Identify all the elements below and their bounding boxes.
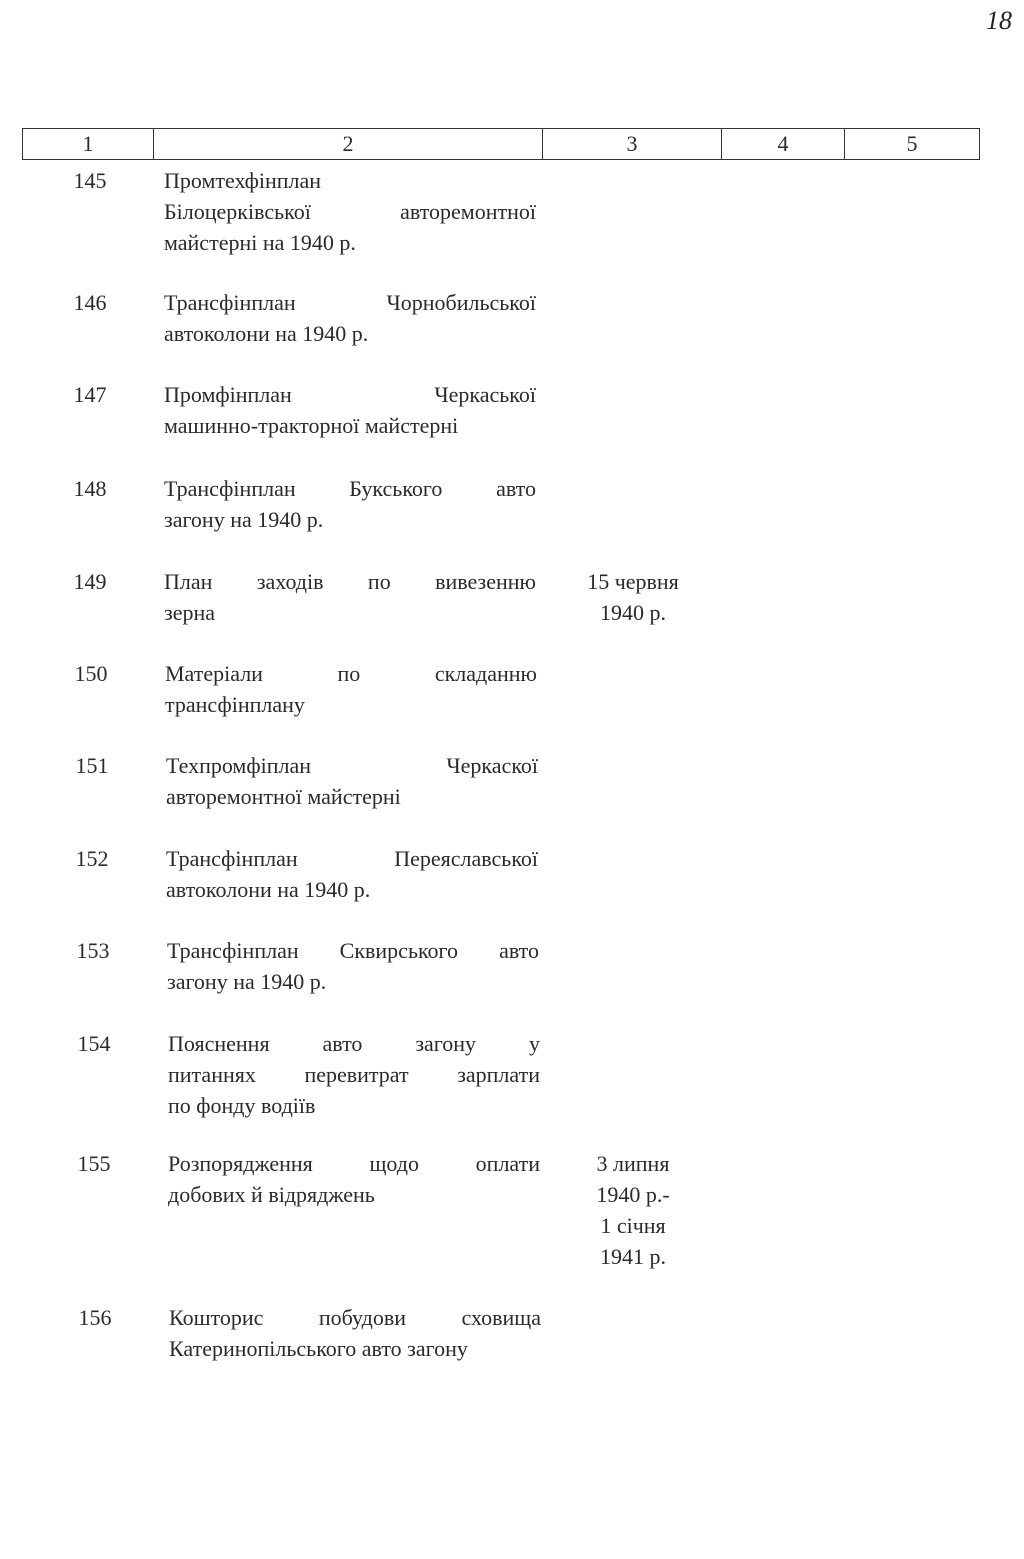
item-title-line: Техпромфіплан Черкаскої [166, 753, 538, 778]
header-col-4: 4 [722, 129, 845, 160]
handwritten-page-number: 18 [986, 6, 1012, 35]
header-col-3: 3 [543, 129, 722, 160]
item-title-line: Промфінплан Черкаської [164, 382, 536, 407]
item-date-line: 3 липня [596, 1151, 670, 1176]
item-title-line: питаннях перевитрат зарплати [168, 1062, 540, 1087]
item-title-line: трансфінплану [165, 692, 305, 717]
item-title [168, 1148, 540, 1210]
column-number-header [22, 128, 980, 160]
item-title-line: Білоцерківської авторемонтної [164, 199, 536, 224]
item-title [167, 935, 539, 997]
item-date-line: 1940 р.- [596, 1182, 670, 1207]
item-number: 150 [74, 661, 108, 686]
item-date-line: 1 січня [600, 1213, 666, 1238]
item-title [164, 379, 536, 441]
header-col-2: 2 [154, 129, 543, 160]
item-title-line: Трансфінплан Сквирського авто [167, 938, 539, 963]
item-title [164, 566, 536, 628]
item-title [164, 165, 536, 258]
item-title-line: автоколони на 1940 р. [164, 321, 369, 346]
header-col-5: 5 [845, 129, 980, 160]
item-title-line: загону на 1940 р. [167, 969, 327, 994]
item-title-line: Матеріали по складанню [165, 661, 537, 686]
item-date-line: 15 червня [587, 569, 679, 594]
item-number: 152 [75, 846, 109, 871]
item-date [560, 1148, 706, 1272]
item-number: 149 [73, 569, 107, 594]
item-title-line: машинно-тракторної майстерні [164, 413, 459, 438]
item-title [164, 473, 536, 535]
item-number: 151 [75, 753, 109, 778]
item-number: 148 [73, 476, 107, 501]
item-title-line: План заходів по вивезенню [164, 569, 536, 594]
item-title-line: авторемонтної майстерні [166, 784, 401, 809]
item-title [168, 1028, 540, 1121]
item-number: 146 [73, 290, 107, 315]
item-title-line: Трансфінплан Переяславської [166, 846, 538, 871]
item-title [169, 1302, 541, 1364]
item-title [164, 287, 536, 349]
item-title-line: Трансфінплан Букського авто [164, 476, 536, 501]
item-title-line: автоколони на 1940 р. [166, 877, 371, 902]
item-number: 156 [78, 1305, 112, 1330]
item-title-line: Розпорядження щодо оплати [168, 1151, 540, 1176]
item-title-line: Трансфінплан Чорнобильської [164, 290, 536, 315]
item-number: 147 [73, 382, 107, 407]
item-title-line: Пояснення авто загону у [168, 1031, 540, 1056]
item-title-line: Промтехфінплан [164, 168, 322, 193]
item-number: 153 [76, 938, 110, 963]
item-date-line: 1940 р. [600, 600, 666, 625]
item-title-line: майстерні на 1940 р. [164, 230, 356, 255]
item-number: 155 [77, 1151, 111, 1176]
item-title [166, 750, 538, 812]
item-number: 154 [77, 1031, 111, 1056]
item-title-line: Кошторис побудови сховища [169, 1305, 541, 1330]
item-date [560, 566, 706, 628]
item-title [166, 843, 538, 905]
item-title-line: загону на 1940 р. [164, 507, 324, 532]
item-title-line: Катеринопільського авто загону [169, 1336, 468, 1361]
header-col-1: 1 [23, 129, 154, 160]
item-title-line: по фонду водіїв [168, 1093, 316, 1118]
item-title [165, 658, 537, 720]
item-number: 145 [73, 168, 107, 193]
item-date-line: 1941 р. [600, 1244, 666, 1269]
item-title-line: добових й відряджень [168, 1182, 375, 1207]
item-title-line: зерна [164, 600, 215, 625]
